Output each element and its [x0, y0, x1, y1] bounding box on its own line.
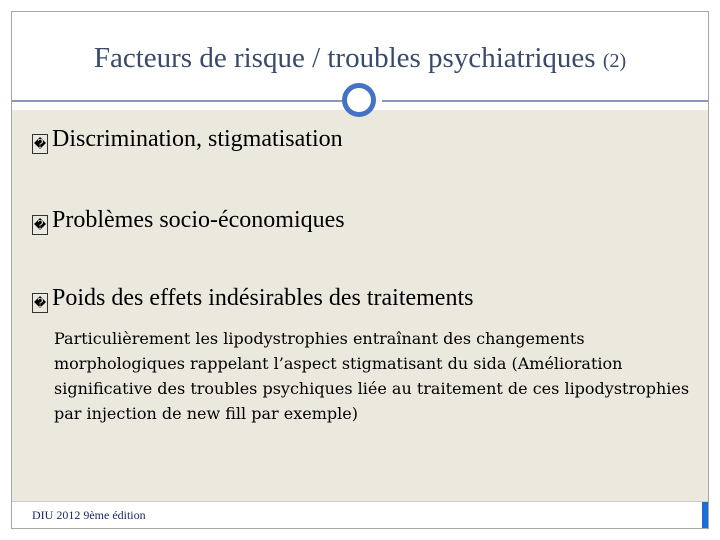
- slide-title-number: (2): [602, 50, 627, 72]
- slide-title: [12, 42, 708, 75]
- bullet-glyph-icon: �: [32, 134, 48, 154]
- sub-bullet-text: Particulièrement les lipodystrophies entraînant des changements morphologiques rappelant l’aspect stigmatisant du sida (Amélioration significative des troubles psychiques liée au traitement de ces lipodystrophies par injection de new fill par exemple): [54, 329, 690, 423]
- bullet-text: Problèmes socio-économiques: [52, 207, 345, 233]
- slide: [11, 11, 709, 529]
- bullet-item: [32, 126, 343, 154]
- title-rule-left: [12, 100, 342, 102]
- footer-text: DIU 2012 9ème édition: [32, 508, 146, 522]
- slide-title-text: Facteurs de risque / troubles psychiatriques: [93, 42, 596, 74]
- bullet-item: [32, 285, 473, 313]
- bullet-text: Poids des effets indésirables des traitements: [52, 285, 474, 311]
- footer: [12, 501, 708, 528]
- content-area: [12, 110, 708, 528]
- circle-ornament-icon: [342, 83, 376, 117]
- bullet-glyph-icon: �: [32, 293, 48, 313]
- bullet-item: [32, 207, 345, 235]
- bullet-text: Discrimination, stigmatisation: [52, 126, 343, 152]
- footer-accent-bar: [702, 502, 708, 528]
- title-rule-right: [382, 100, 709, 102]
- bullet-glyph-icon: �: [32, 215, 48, 235]
